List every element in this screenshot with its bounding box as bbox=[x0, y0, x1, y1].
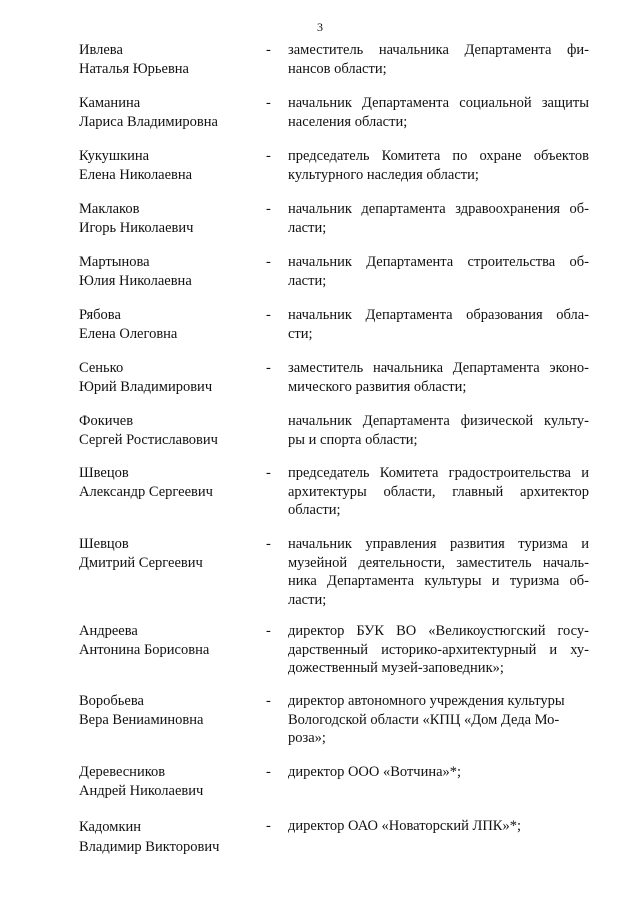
position-line: начальник Департамента физической культу- bbox=[288, 413, 589, 429]
page-number: 3 bbox=[317, 20, 323, 34]
member-name bbox=[79, 464, 264, 501]
position-line: ласти; bbox=[288, 272, 327, 289]
position-line: директор БУК ВО «Великоустюгский госу- bbox=[288, 623, 589, 639]
member-name bbox=[79, 359, 264, 396]
member-surname: Маклаков bbox=[79, 201, 140, 217]
member-surname: Кадомкин bbox=[79, 819, 142, 835]
dash-separator: - bbox=[266, 693, 271, 709]
member-given-names: Юрий Владимирович bbox=[79, 378, 213, 395]
dash-separator: - bbox=[266, 254, 271, 270]
member-name bbox=[79, 253, 264, 290]
member-name bbox=[79, 94, 264, 131]
member-position bbox=[288, 306, 589, 343]
dash-separator: - bbox=[266, 818, 271, 834]
member-surname: Ивлева bbox=[79, 42, 123, 58]
position-line: нансов области; bbox=[288, 60, 387, 77]
member-position bbox=[288, 692, 589, 748]
position-line: заместитель начальника Департамента эконо- bbox=[288, 360, 589, 376]
member-surname: Шевцов bbox=[79, 536, 129, 552]
member-given-names: Наталья Юрьевна bbox=[79, 60, 189, 77]
member-position bbox=[288, 535, 589, 609]
position-line: начальник Департамента образования обла- bbox=[288, 307, 589, 323]
member-name bbox=[79, 306, 264, 343]
member-given-names: Антонина Борисовна bbox=[79, 641, 210, 658]
member-surname: Деревесников bbox=[79, 764, 166, 780]
member-position bbox=[288, 41, 589, 78]
member-given-names: Сергей Ростиславович bbox=[79, 431, 218, 448]
position-line: сти; bbox=[288, 325, 313, 342]
member-surname: Каманина bbox=[79, 95, 141, 111]
position-line: населения области; bbox=[288, 113, 408, 130]
member-surname: Кукушкина bbox=[79, 148, 150, 164]
position-line: архитектуры области, главный архитектор bbox=[288, 483, 589, 500]
member-given-names: Дмитрий Сергеевич bbox=[79, 554, 203, 571]
position-line: директор автономного учреждения культуры bbox=[288, 693, 565, 709]
dash-separator: - bbox=[266, 360, 271, 376]
member-name bbox=[79, 147, 264, 184]
position-line: директор ООО «Вотчина»*; bbox=[288, 764, 462, 780]
position-line: мического развития области; bbox=[288, 378, 467, 395]
dash-separator: - bbox=[266, 536, 271, 552]
member-given-names: Владимир Викторович bbox=[79, 839, 220, 855]
dash-separator: - bbox=[266, 95, 271, 111]
member-position bbox=[288, 412, 589, 449]
member-name bbox=[79, 763, 264, 800]
member-name bbox=[79, 41, 264, 78]
member-position bbox=[288, 464, 589, 520]
position-line: дарственный историко-архитектурный и ху- bbox=[288, 641, 589, 658]
position-line: дожественный музей-заповедник»; bbox=[288, 660, 504, 676]
member-name bbox=[79, 412, 264, 449]
member-position bbox=[288, 622, 589, 678]
position-line: начальник управления развития туризма и bbox=[288, 536, 589, 552]
member-given-names: Юлия Николаевна bbox=[79, 272, 192, 289]
member-name bbox=[79, 200, 264, 237]
member-name bbox=[79, 622, 264, 659]
member-position bbox=[288, 147, 589, 184]
member-surname: Фокичев bbox=[79, 413, 134, 429]
position-line: директор ОАО «Новаторский ЛПК»*; bbox=[288, 818, 522, 834]
member-name bbox=[79, 692, 264, 729]
member-position bbox=[288, 200, 589, 237]
position-line: начальник Департамента социальной защиты bbox=[288, 95, 589, 111]
dash-separator: - bbox=[266, 42, 271, 58]
dash-separator: - bbox=[266, 465, 271, 481]
member-given-names: Андрей Николаевич bbox=[79, 782, 204, 799]
member-given-names: Елена Николаевна bbox=[79, 166, 193, 183]
position-line: Вологодской области «КПЦ «Дом Деда Мо- bbox=[288, 711, 560, 728]
dash-separator: - bbox=[266, 148, 271, 164]
member-position bbox=[288, 253, 589, 290]
position-line: ры и спорта области; bbox=[288, 431, 418, 448]
position-line: начальник Департамента строительства об- bbox=[288, 254, 589, 270]
position-line: председатель Комитета по охране объектов bbox=[288, 148, 589, 164]
member-given-names: Лариса Владимировна bbox=[79, 113, 218, 130]
member-position bbox=[288, 94, 589, 131]
member-position bbox=[288, 817, 589, 836]
position-line: культурного наследия области; bbox=[288, 166, 479, 183]
position-line: ласти; bbox=[288, 591, 327, 608]
position-line: ласти; bbox=[288, 219, 327, 236]
position-line: области; bbox=[288, 502, 341, 518]
member-surname: Швецов bbox=[79, 465, 129, 481]
position-line: роза»; bbox=[288, 730, 326, 746]
dash-separator: - bbox=[266, 201, 271, 217]
member-surname: Воробьева bbox=[79, 693, 144, 709]
dash-separator: - bbox=[266, 623, 271, 639]
member-given-names: Елена Олеговна bbox=[79, 325, 178, 342]
member-surname: Сенько bbox=[79, 360, 124, 376]
position-line: начальник департамента здравоохранения об- bbox=[288, 201, 589, 217]
position-line: заместитель начальника Департамента фи- bbox=[288, 42, 589, 58]
member-surname: Андреева bbox=[79, 623, 138, 639]
member-position bbox=[288, 763, 589, 782]
member-given-names: Игорь Николаевич bbox=[79, 219, 194, 236]
position-line: председатель Комитета градостроительства и bbox=[288, 465, 589, 481]
dash-separator: - bbox=[266, 764, 271, 780]
position-line: ника Департамента культуры и туризма об- bbox=[288, 573, 589, 589]
member-surname: Мартынова bbox=[79, 254, 150, 270]
member-given-names: Александр Сергеевич bbox=[79, 483, 213, 500]
member-name bbox=[79, 817, 264, 857]
dash-separator: - bbox=[266, 307, 271, 323]
member-given-names: Вера Вениаминовна bbox=[79, 711, 204, 728]
position-line: музейной деятельности, заместитель началь- bbox=[288, 554, 589, 571]
member-name bbox=[79, 535, 264, 572]
member-surname: Рябова bbox=[79, 307, 121, 323]
member-position bbox=[288, 359, 589, 396]
